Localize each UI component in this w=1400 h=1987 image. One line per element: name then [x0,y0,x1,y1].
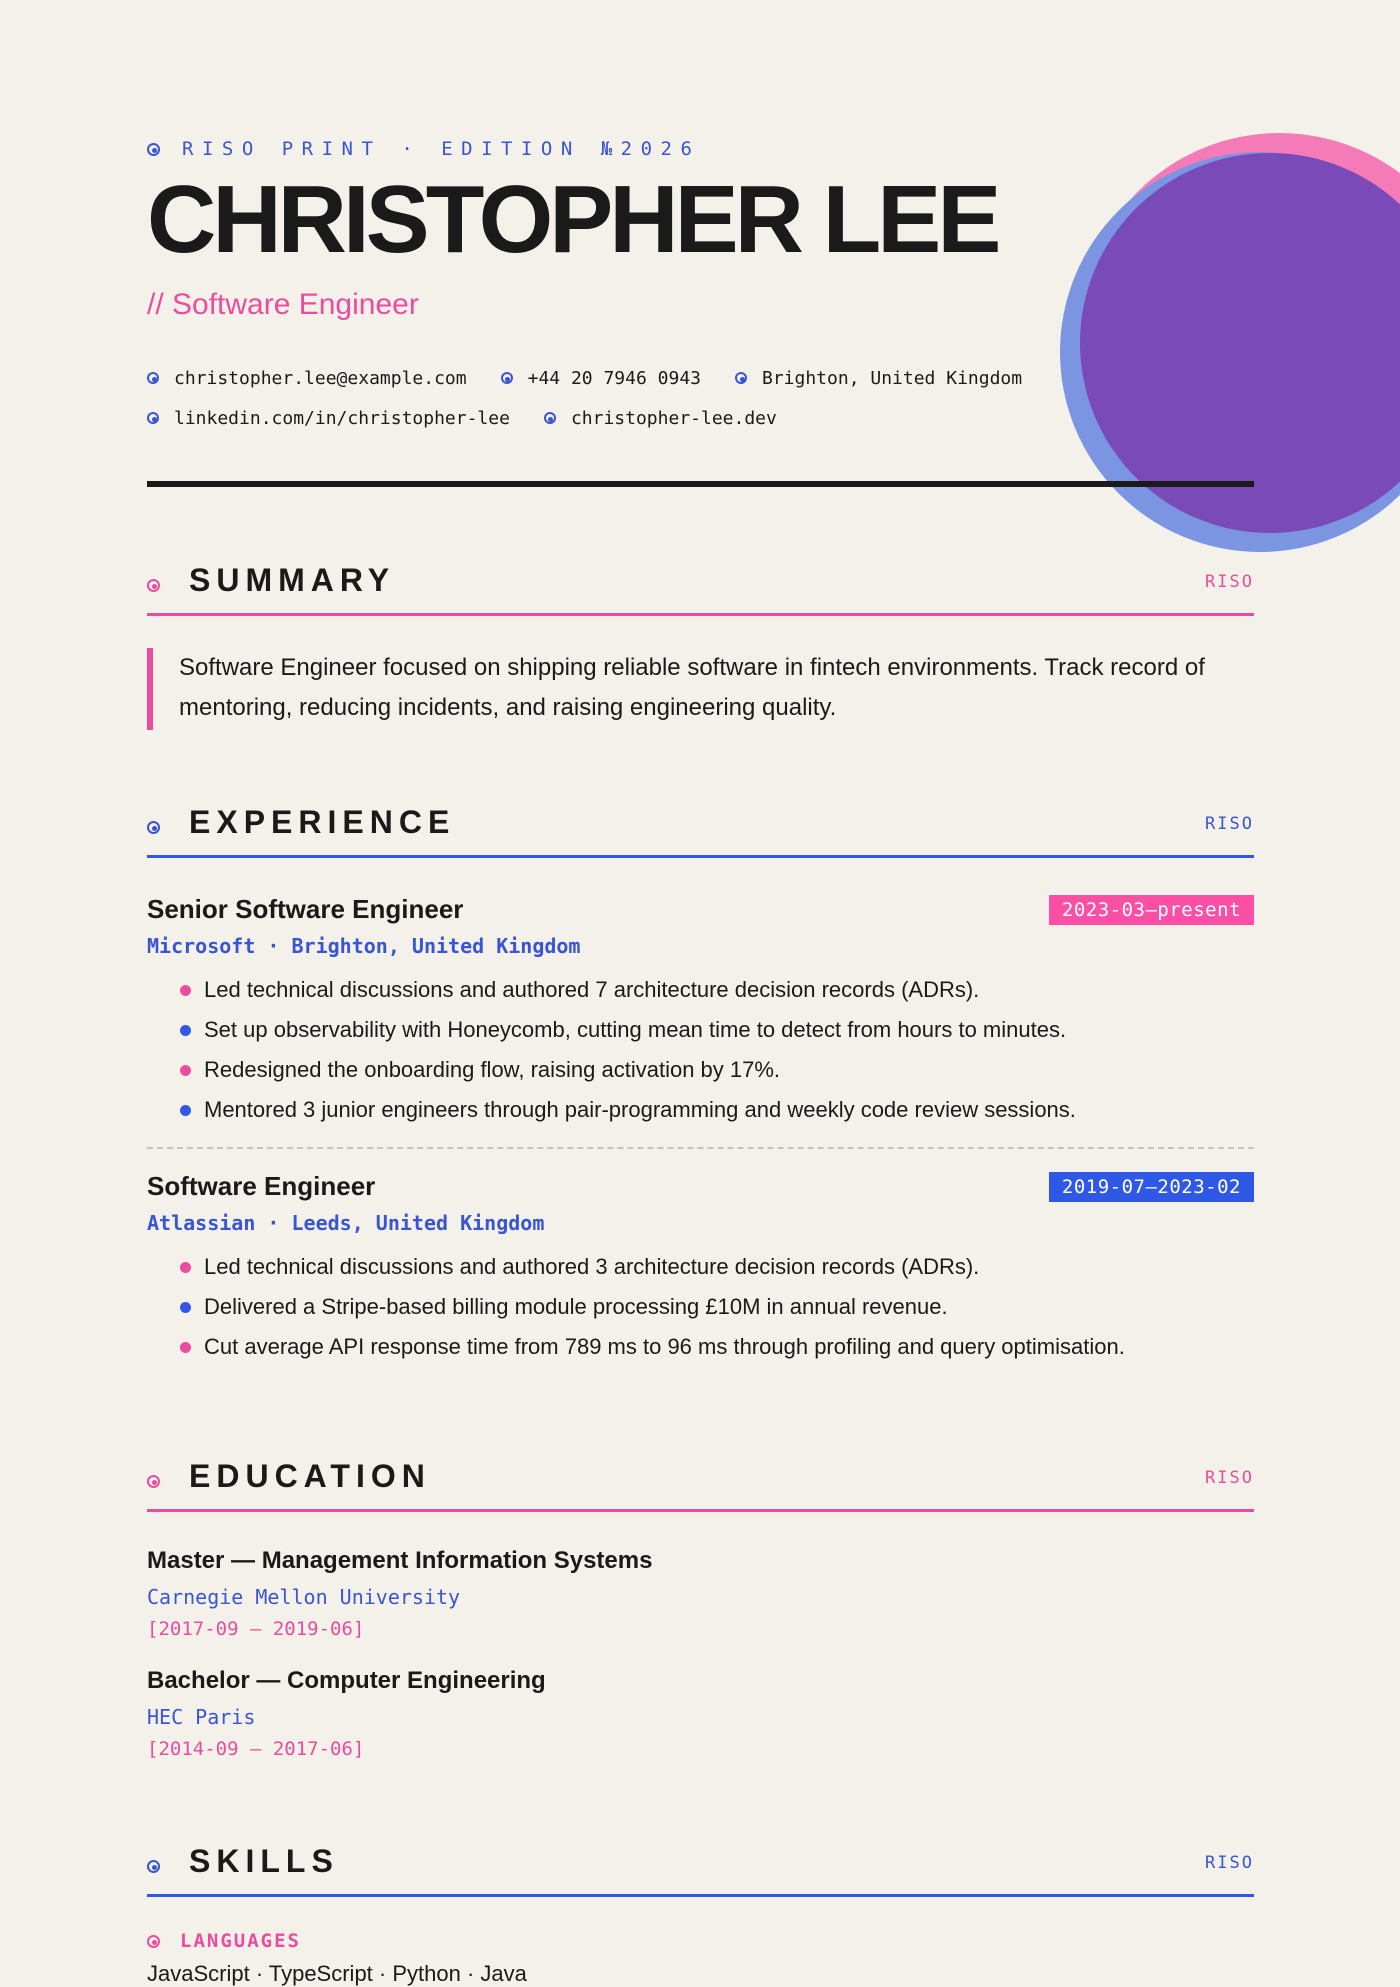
education-dates: [2017-09 – 2019-06] [147,1618,365,1640]
bullet-icon [180,1302,191,1313]
skill-category [147,1930,301,1952]
job-date-badge: 2023-03—present [1049,895,1254,925]
bullet-icon [180,1262,191,1273]
section-header-summary [147,556,1254,616]
bullet-icon [147,372,159,384]
job-organization: Atlassian · Leeds, United Kingdom [147,1211,545,1235]
contact-phone-text: +44 20 7946 0943 [527,367,701,389]
section-rule [147,1894,1254,1897]
contact-linkedin[interactable] [147,408,510,429]
list-item: Led technical discussions and authored 7 architecture decision records (ADRs). [180,970,1076,1010]
job-title: Software Engineer [147,1171,376,1201]
contact-linkedin-text: linkedin.com/in/christopher-lee [174,407,510,429]
bullet-icon [735,372,747,384]
section-header-experience [147,798,1254,858]
job-bullet-list [180,970,1076,1130]
contact-email-text: christopher.lee@example.com [174,367,467,389]
bullet-icon [180,1025,191,1036]
contact-website[interactable] [544,408,777,429]
target-icon [147,1935,160,1948]
contact-list [147,358,1056,438]
target-icon [147,143,160,156]
kicker-text: RISO PRINT · EDITION №2026 [182,138,701,160]
skill-category-label: LANGUAGES [180,1930,301,1952]
bullet-icon [180,1342,191,1353]
candidate-role: // Software Engineer [147,288,419,321]
contact-location-text: Brighton, United Kingdom [762,367,1023,389]
section-rule [147,613,1254,616]
list-item: Cut average API response time from 789 ms to 96 ms through profiling and query optimisation. [180,1327,1125,1367]
bullet-icon [544,412,556,424]
list-item: Set up observability with Honeycomb, cutting mean time to detect from hours to minutes. [180,1010,1076,1050]
skill-list: JavaScript · TypeScript · Python · Java [147,1961,527,1986]
summary-text: Software Engineer focused on shipping reliable software in fintech environments. Track record of mentoring, reducing incidents, and raising engineering quality. [147,648,1254,730]
education-degree: Master — Management Information Systems [147,1547,653,1574]
education-item [147,1546,652,1642]
list-item: Led technical discussions and authored 3 architecture decision records (ADRs). [180,1247,1125,1287]
education-item [147,1666,546,1762]
education-school: Carnegie Mellon University [147,1585,461,1609]
section-rule [147,855,1254,858]
job-date-badge: 2019-07—2023-02 [1049,1172,1254,1202]
list-item: Mentored 3 junior engineers through pair-programming and weekly code review sessions. [180,1090,1076,1130]
list-item: Delivered a Stripe-based billing module processing £10M in annual revenue. [180,1287,1125,1327]
section-tag: RISO [1205,814,1254,834]
bullet-icon [147,412,159,424]
candidate-name: CHRISTOPHER LEE [147,166,998,273]
resume-page [147,0,1254,1986]
bullet-icon [180,985,191,996]
contact-website-text: christopher-lee.dev [570,407,777,429]
job-divider [147,1147,1254,1149]
section-header-skills [147,1837,1254,1897]
education-dates: [2014-09 – 2017-06] [147,1738,365,1760]
contact-email[interactable] [147,368,467,389]
target-icon [147,1475,160,1488]
bullet-icon [180,1065,191,1076]
target-icon [147,579,160,592]
section-header-education [147,1452,1254,1512]
target-icon [147,821,160,834]
list-item: Redesigned the onboarding flow, raising activation by 17%. [180,1050,1076,1090]
contact-row [147,398,1056,438]
section-tag: RISO [1205,572,1254,592]
header-divider [147,481,1254,487]
section-tag: RISO [1205,1853,1254,1873]
contact-phone[interactable] [501,368,701,389]
job-bullet-list [180,1247,1125,1367]
section-tag: RISO [1205,1468,1254,1488]
bullet-icon [180,1105,191,1116]
section-title: SKILLS [189,1843,339,1879]
section-title: EDUCATION [189,1458,431,1494]
edition-kicker [147,138,700,160]
section-title: EXPERIENCE [189,804,456,840]
job-title: Senior Software Engineer [147,894,464,924]
contact-row [147,358,1056,398]
bullet-icon [501,372,513,384]
job-organization: Microsoft · Brighton, United Kingdom [147,934,581,958]
education-school: HEC Paris [147,1705,256,1729]
target-icon [147,1860,160,1873]
contact-location [735,368,1022,389]
section-rule [147,1509,1254,1512]
education-degree: Bachelor — Computer Engineering [147,1667,546,1694]
section-title: SUMMARY [189,562,396,598]
